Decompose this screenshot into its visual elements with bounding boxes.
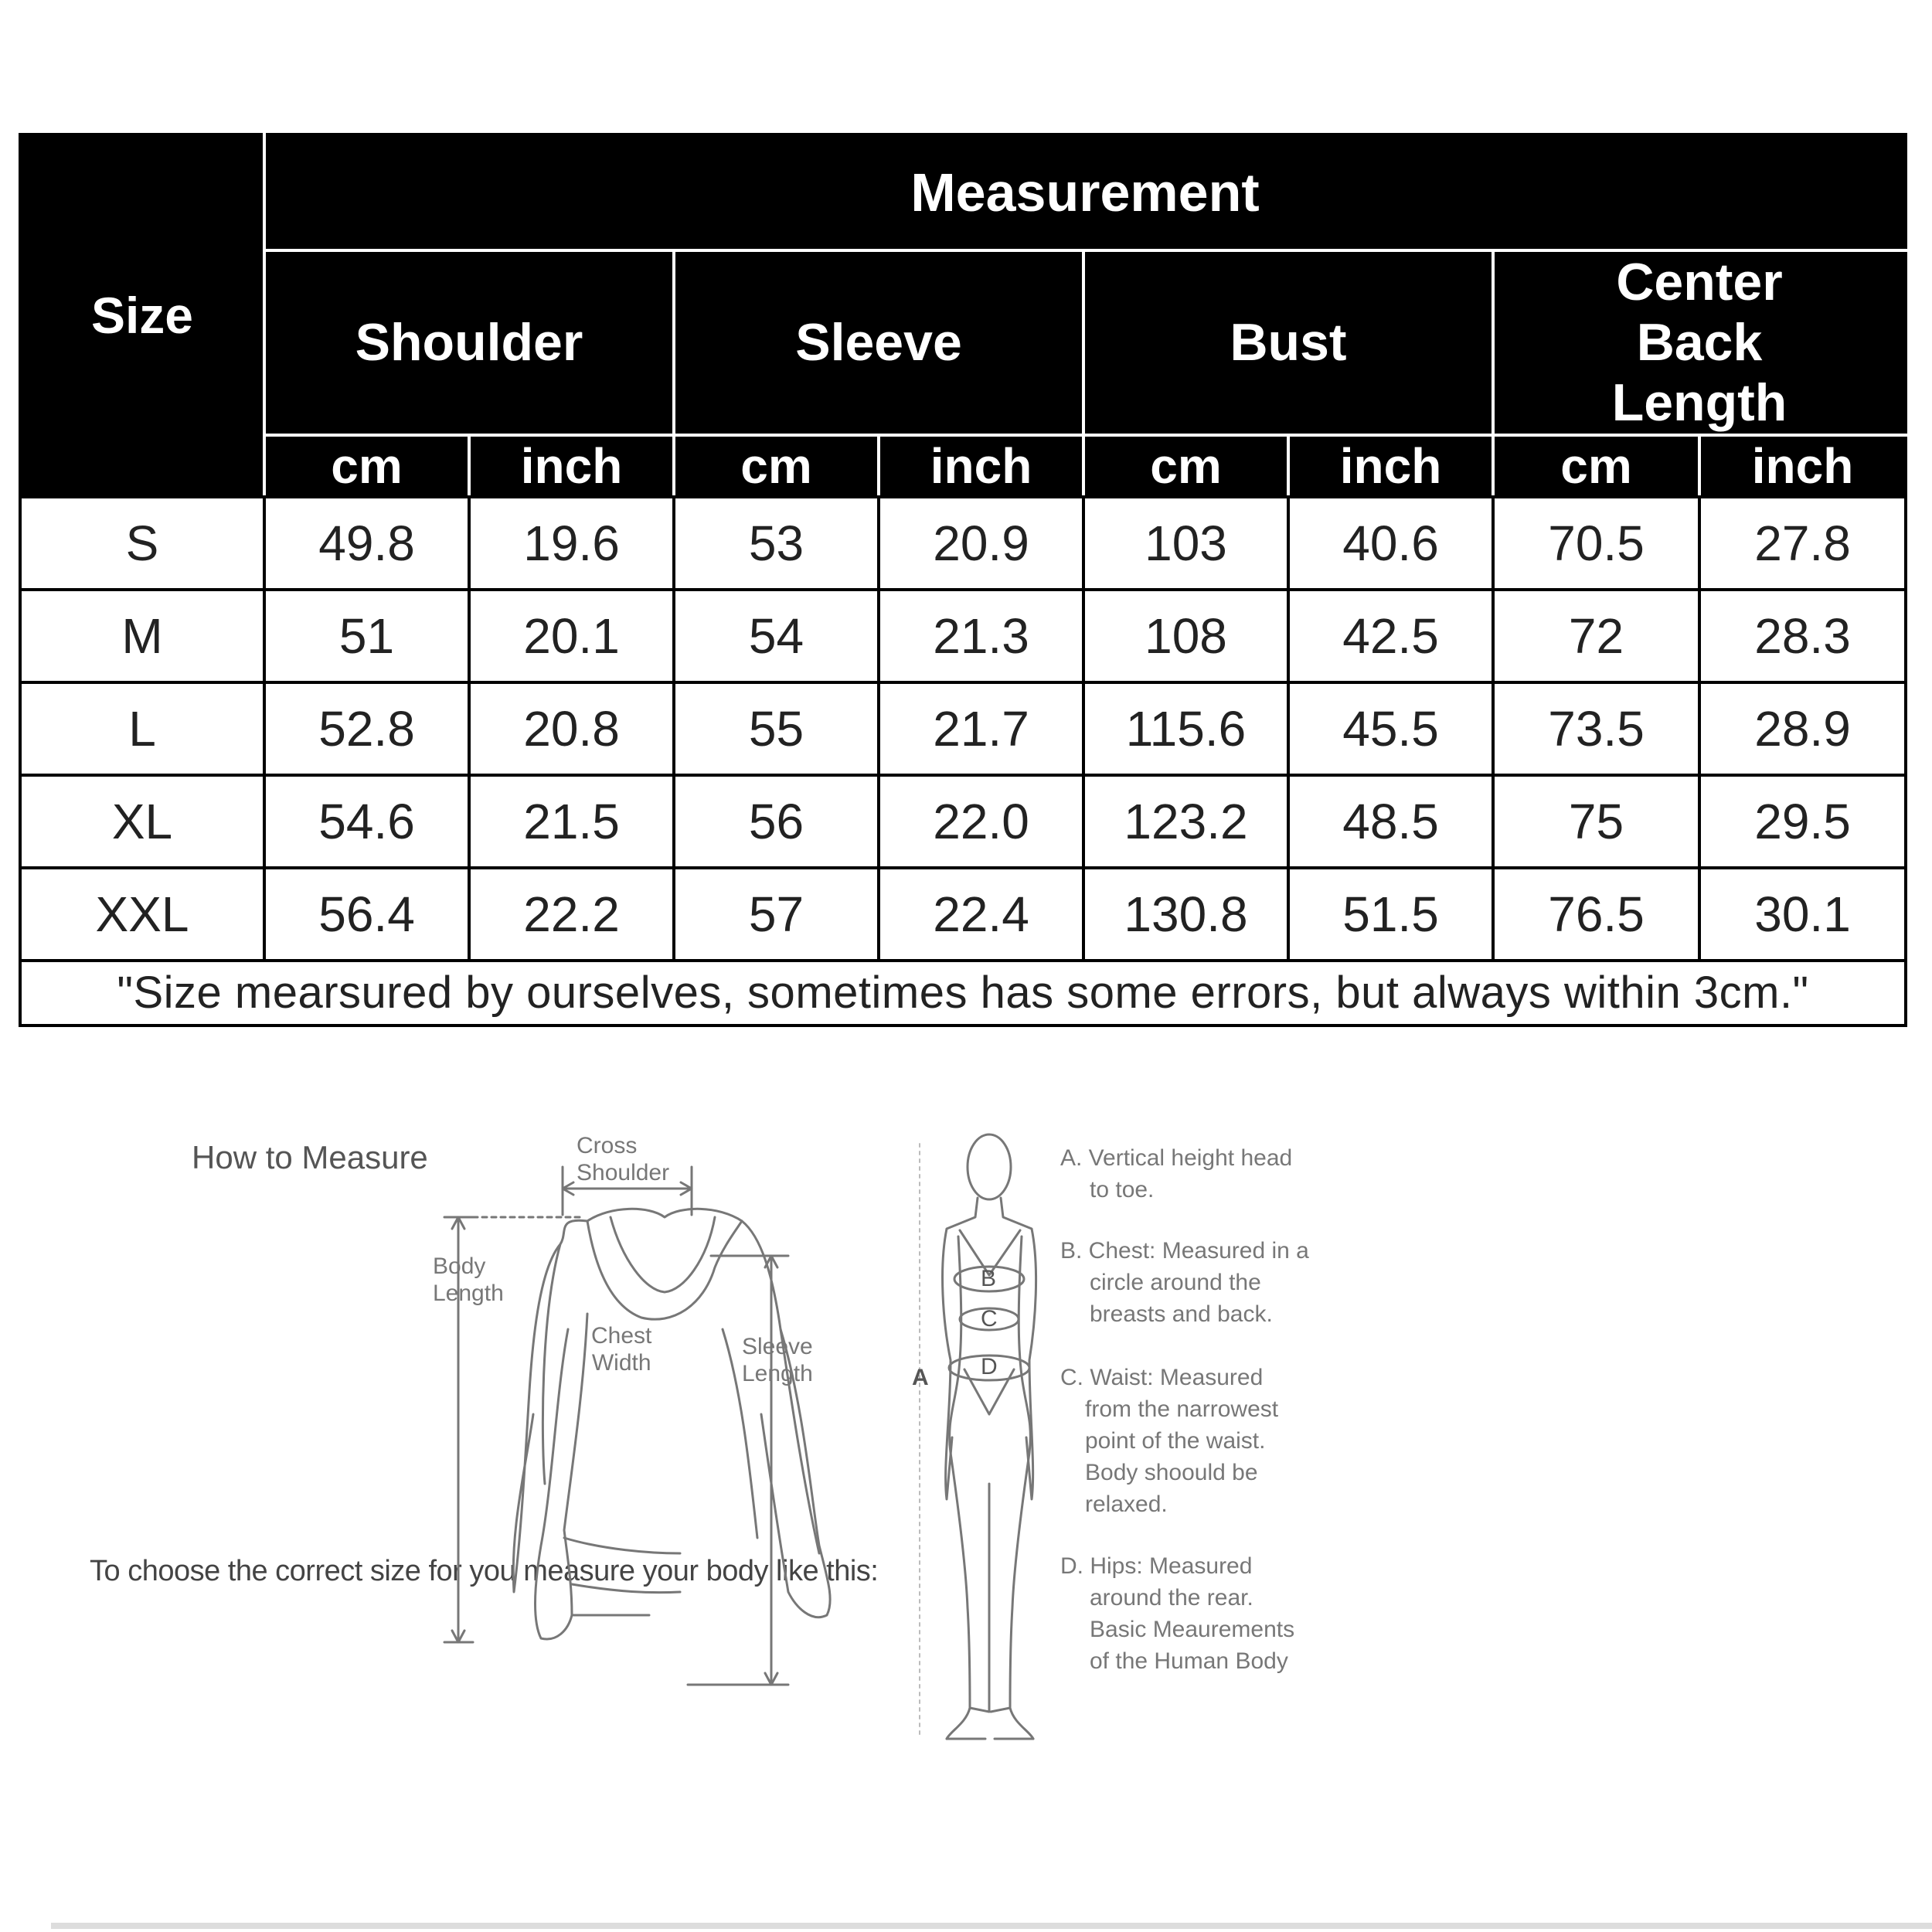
measurement-cell: 57: [674, 868, 879, 961]
chest-width-line-2: Width: [591, 1349, 651, 1376]
body-outline-illustration: [920, 1134, 1036, 1739]
legend-c: [1060, 1362, 1278, 1520]
legend-c-line: relaxed.: [1085, 1492, 1168, 1517]
legend-c-line: Body shoould be: [1085, 1460, 1258, 1485]
body-length-label: [433, 1253, 504, 1307]
measurement-cell: 21.7: [879, 682, 1083, 775]
measurement-cell: 20.8: [469, 682, 674, 775]
body-marker-a: A: [912, 1365, 929, 1390]
measurement-cell: 22.2: [469, 868, 674, 961]
measure-instruction: To choose the correct size for you measure your body like this:: [90, 1555, 879, 1587]
sleeve-length-label: [742, 1334, 813, 1387]
legend-a: [1060, 1142, 1292, 1206]
measurement-cell: 20.9: [879, 497, 1083, 590]
measurement-cell: 53: [674, 497, 879, 590]
measurement-cell: 22.0: [879, 775, 1083, 868]
chest-width-line-1: Chest: [591, 1323, 652, 1349]
measurement-cell: 108: [1083, 590, 1288, 682]
measurement-cell: 28.3: [1699, 590, 1906, 682]
size-cell: XXL: [20, 868, 264, 961]
measurement-header: Measurement: [264, 134, 1906, 250]
measurement-cell: 103: [1083, 497, 1288, 590]
measurement-cell: 49.8: [264, 497, 469, 590]
legend-a-line: A. Vertical height head: [1060, 1145, 1293, 1171]
size-header: Size: [20, 134, 264, 497]
measurement-cell: 48.5: [1288, 775, 1493, 868]
measurement-cell: 19.6: [469, 497, 674, 590]
unit-cm-header: cm: [1083, 435, 1288, 497]
measurement-cell: 27.8: [1699, 497, 1906, 590]
unit-inch-header: inch: [1699, 435, 1906, 497]
unit-cm-header: cm: [1493, 435, 1699, 497]
legend-b-line: breasts and back.: [1090, 1301, 1273, 1327]
measurement-cell: 52.8: [264, 682, 469, 775]
unit-inch-header: inch: [1288, 435, 1493, 497]
legend-d-line: Basic Meaurements: [1090, 1617, 1295, 1642]
unit-inch-header: inch: [469, 435, 674, 497]
center-back-length-label: Center Back Length: [1611, 253, 1787, 433]
measurement-note: "Size mearsured by ourselves, sometimes has some errors, but always within 3cm.": [20, 961, 1906, 1026]
size-cell: L: [20, 682, 264, 775]
bottom-divider: [51, 1923, 1932, 1929]
body-marker-d: D: [981, 1354, 998, 1379]
measurement-cell: 51: [264, 590, 469, 682]
measurement-cell: 54.6: [264, 775, 469, 868]
unit-inch-header: inch: [879, 435, 1083, 497]
measurement-cell: 130.8: [1083, 868, 1288, 961]
measurement-cell: 73.5: [1493, 682, 1699, 775]
measurement-cell: 30.1: [1699, 868, 1906, 961]
measurement-cell: 56.4: [264, 868, 469, 961]
unit-cm-header: cm: [674, 435, 879, 497]
measurement-cell: 21.3: [879, 590, 1083, 682]
bust-header: Bust: [1083, 250, 1493, 435]
chest-width-label: [591, 1323, 651, 1376]
cross-shoulder-label: [577, 1133, 669, 1186]
measurement-cell: 40.6: [1288, 497, 1493, 590]
legend-d-line: D. Hips: Measured: [1060, 1553, 1253, 1579]
measurement-cell: 42.5: [1288, 590, 1493, 682]
sleeve-header: Sleeve: [674, 250, 1083, 435]
measurement-cell: 56: [674, 775, 879, 868]
measurement-cell: 54: [674, 590, 879, 682]
measurement-cell: 115.6: [1083, 682, 1288, 775]
measurement-cell: 20.1: [469, 590, 674, 682]
size-cell: XL: [20, 775, 264, 868]
size-cell: S: [20, 497, 264, 590]
measurement-cell: 55: [674, 682, 879, 775]
sleeve-length-line-2: Length: [742, 1360, 813, 1386]
legend-b: [1060, 1235, 1309, 1330]
measurement-cell: 29.5: [1699, 775, 1906, 868]
shoulder-header: Shoulder: [264, 250, 674, 435]
measurement-cell: 70.5: [1493, 497, 1699, 590]
measurement-cell: 21.5: [469, 775, 674, 868]
legend-c-line: point of the waist.: [1085, 1428, 1266, 1454]
legend-c-line: from the narrowest: [1085, 1396, 1279, 1422]
cross-shoulder-line-2: Shoulder: [577, 1159, 670, 1185]
measurement-cell: 51.5: [1288, 868, 1493, 961]
measurement-cell: 22.4: [879, 868, 1083, 961]
cross-shoulder-line-1: Cross: [577, 1133, 638, 1158]
body-length-line-1: Body: [433, 1253, 486, 1279]
legend-d: [1060, 1550, 1294, 1677]
legend-a-line: to toe.: [1090, 1177, 1155, 1202]
body-length-line-2: Length: [433, 1280, 504, 1306]
sweater-illustration: [444, 1167, 830, 1685]
measurement-cell: 123.2: [1083, 775, 1288, 868]
measurement-cell: 76.5: [1493, 868, 1699, 961]
measurement-cell: 75: [1493, 775, 1699, 868]
legend-d-line: of the Human Body: [1090, 1648, 1288, 1674]
sleeve-length-line-1: Sleeve: [742, 1334, 813, 1359]
body-marker-b: B: [981, 1266, 997, 1291]
legend-c-line: C. Waist: Measured: [1060, 1365, 1264, 1390]
measurement-cell: 45.5: [1288, 682, 1493, 775]
how-to-measure-title: How to Measure: [192, 1139, 428, 1175]
body-marker-c: C: [981, 1306, 998, 1332]
unit-cm-header: cm: [264, 435, 469, 497]
legend-b-line: B. Chest: Measured in a: [1060, 1238, 1309, 1264]
measurement-cell: 72: [1493, 590, 1699, 682]
measurement-cell: 28.9: [1699, 682, 1906, 775]
size-cell: M: [20, 590, 264, 682]
legend-b-line: circle around the: [1090, 1270, 1261, 1295]
legend-d-line: around the rear.: [1090, 1585, 1253, 1611]
